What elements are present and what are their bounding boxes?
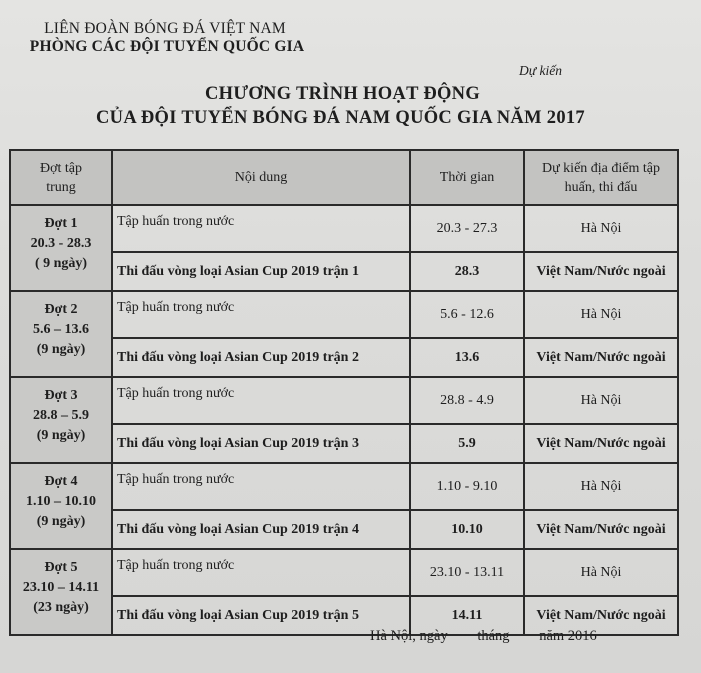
batch-range: 1.10 – 10.10 — [26, 494, 96, 509]
document-title: CHƯƠNG TRÌNH HOẠT ĐỘNG — [204, 84, 481, 104]
month-label: tháng — [477, 628, 510, 644]
document-subtitle: CỦA ĐỘI TUYỂN BÓNG ĐÁ NAM QUỐC GIA NĂM 2017 — [96, 108, 585, 128]
time-cell: 5.6 - 12.6 — [410, 291, 524, 338]
col-header-content: Nội dung — [112, 150, 410, 205]
batch-name: Đợt 5 — [44, 560, 78, 575]
batch-name: Đợt 1 — [44, 216, 78, 231]
content-cell: Tập huấn trong nước — [112, 291, 410, 338]
batch-cell — [10, 205, 112, 291]
org-name: LIÊN ĐOÀN BÓNG ĐÁ VIỆT NAM — [44, 20, 286, 37]
batch-days: (23 ngày) — [33, 600, 89, 615]
batch-range: 20.3 - 28.3 — [30, 236, 92, 251]
table-row — [10, 377, 678, 424]
year-label: năm 2016 — [539, 628, 597, 644]
batch-days: (9 ngày) — [36, 428, 86, 443]
draft-label: Dự kiến — [519, 63, 562, 78]
col-header-time: Thời gian — [410, 150, 524, 205]
content-cell: Thi đấu vòng loại Asian Cup 2019 trận 4 — [112, 510, 410, 549]
batch-cell — [10, 377, 112, 463]
schedule-table — [9, 149, 679, 636]
time-cell: 28.8 - 4.9 — [410, 377, 524, 424]
place-cell: Hà Nội — [524, 291, 678, 338]
place-cell: Việt Nam/Nước ngoài — [524, 252, 678, 291]
content-cell: Thi đấu vòng loại Asian Cup 2019 trận 1 — [112, 252, 410, 291]
time-cell: 28.3 — [410, 252, 524, 291]
table-header-row — [10, 150, 678, 205]
time-cell: 5.9 — [410, 424, 524, 463]
content-cell: Thi đấu vòng loại Asian Cup 2019 trận 3 — [112, 424, 410, 463]
batch-name: Đợt 2 — [44, 302, 78, 317]
place-cell: Việt Nam/Nước ngoài — [524, 338, 678, 377]
content-cell: Tập huấn trong nước — [112, 377, 410, 424]
content-cell: Tập huấn trong nước — [112, 549, 410, 596]
col-header-batch: Đợt tập trung — [10, 150, 112, 205]
place-cell: Hà Nội — [524, 549, 678, 596]
col-header-place: Dự kiến địa điểm tập huấn, thi đấu — [524, 150, 678, 205]
place-cell: Việt Nam/Nước ngoài — [524, 596, 678, 635]
department-name: PHÒNG CÁC ĐỘI TUYỂN QUỐC GIA — [29, 38, 305, 55]
place-cell: Hà Nội — [524, 377, 678, 424]
place-cell: Hà Nội — [524, 205, 678, 252]
place-date-label: Hà Nội, ngày — [370, 628, 448, 644]
content-cell: Tập huấn trong nước — [112, 463, 410, 510]
batch-cell — [10, 549, 112, 635]
batch-range: 5.6 – 13.6 — [33, 322, 89, 337]
batch-name: Đợt 4 — [44, 474, 78, 489]
batch-cell — [10, 291, 112, 377]
place-cell: Việt Nam/Nước ngoài — [524, 510, 678, 549]
table-row — [10, 463, 678, 510]
table-row — [10, 205, 678, 252]
time-cell: 23.10 - 13.11 — [410, 549, 524, 596]
time-cell: 1.10 - 9.10 — [410, 463, 524, 510]
signature-date-line — [370, 628, 597, 645]
time-cell: 14.11 — [410, 596, 524, 635]
batch-days: (9 ngày) — [36, 514, 86, 529]
batch-days: (9 ngày) — [36, 342, 86, 357]
batch-name: Đợt 3 — [44, 388, 78, 403]
table-row — [10, 291, 678, 338]
batch-days: ( 9 ngày) — [34, 256, 88, 271]
content-cell: Thi đấu vòng loại Asian Cup 2019 trận 5 — [112, 596, 410, 635]
content-cell: Thi đấu vòng loại Asian Cup 2019 trận 2 — [112, 338, 410, 377]
batch-range: 23.10 – 14.11 — [22, 580, 100, 595]
time-cell: 10.10 — [410, 510, 524, 549]
time-cell: 13.6 — [410, 338, 524, 377]
batch-range: 28.8 – 5.9 — [33, 408, 89, 423]
time-cell: 20.3 - 27.3 — [410, 205, 524, 252]
place-cell: Hà Nội — [524, 463, 678, 510]
content-cell: Tập huấn trong nước — [112, 205, 410, 252]
place-cell: Việt Nam/Nước ngoài — [524, 424, 678, 463]
table-row — [10, 549, 678, 596]
batch-cell — [10, 463, 112, 549]
